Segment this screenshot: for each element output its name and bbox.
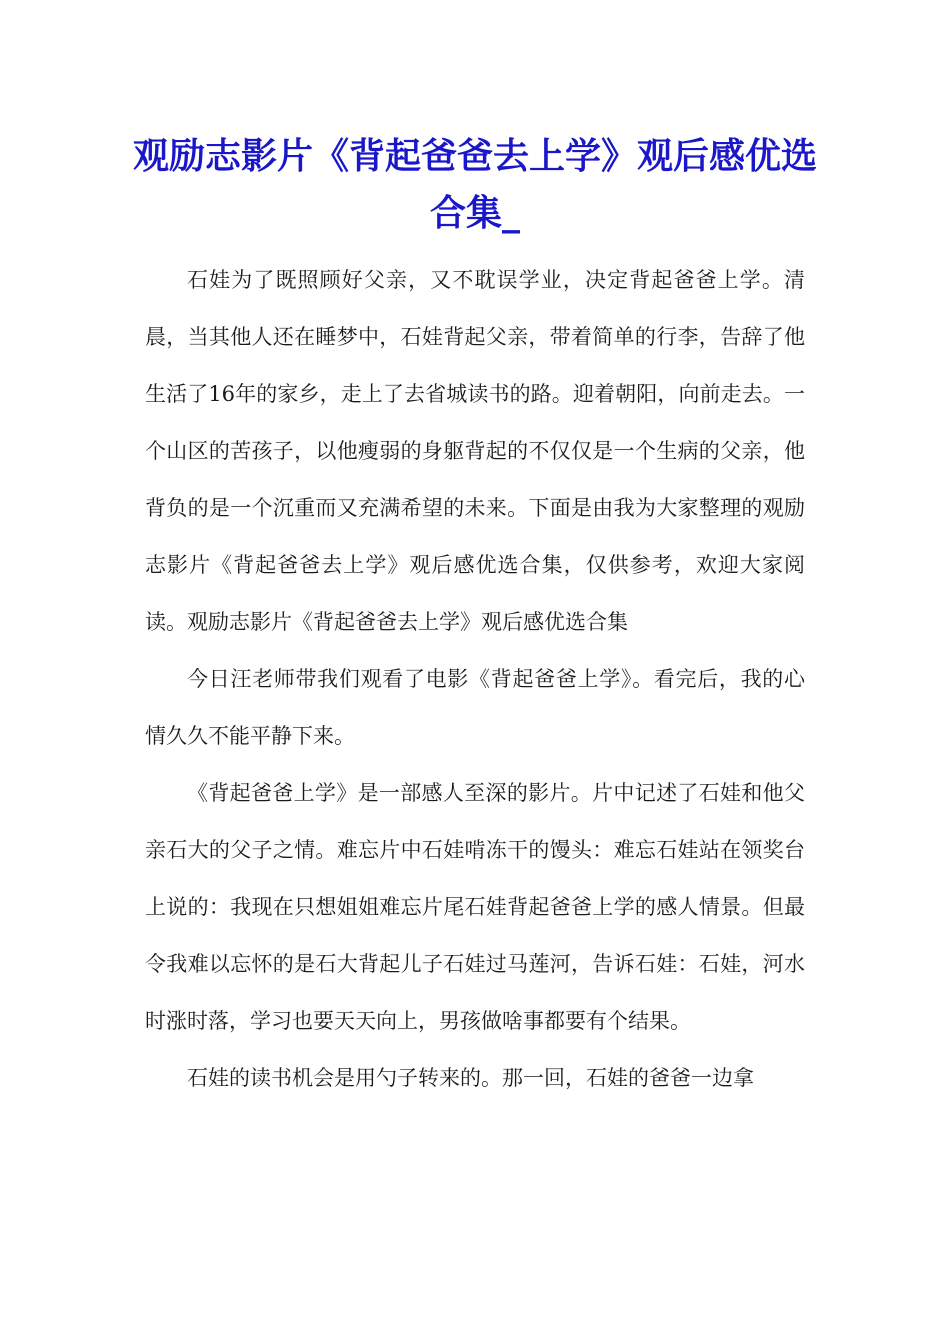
- document-title: 观励志影片《背起爸爸去上学》观后感优选合集_: [132, 135, 817, 234]
- paragraph-4: 石娃的读书机会是用勺子转来的。那一回，石娃的爸爸一边拿: [187, 1066, 754, 1090]
- document-body: [145, 252, 805, 1107]
- paragraph-intro: 石娃为了既照顾好父亲，又不耽误学业，决定背起爸爸上学。清晨，当其他人还在睡梦中，石娃背起父亲，带着简单的行李，告辞了他生活了16年的家乡，走上了去省城读书的路。迎着朝阳，向前走去。一个山区的苦孩子，以他瘦弱的身躯背起的不仅仅是一个生病的父亲，他背负的是一个沉重而又充满希望的未来。下面是由我为大家整理的观励志影片《背起爸爸去上学》观后感优选合集，仅供参考，欢迎大家阅读。观励志影片《背起爸爸去上学》观后感优选合集: [145, 268, 805, 634]
- paragraph-3: 《背起爸爸上学》是一部感人至深的影片。片中记述了石娃和他父亲石大的父子之情。难忘片中石娃啃冻干的馒头：难忘石娃站在领奖台上说的：我现在只想姐姐难忘片尾石娃背起爸爸上学的感人情景。但最令我难以忘怀的是石大背起儿子石娃过马莲河，告诉石娃：石娃，河水时涨时落，学习也要天天向上，男孩做啥事都要有个结果。: [145, 781, 805, 1033]
- paragraph-2: 今日汪老师带我们观看了电影《背起爸爸上学》。看完后，我的心情久久不能平静下来。: [145, 667, 805, 748]
